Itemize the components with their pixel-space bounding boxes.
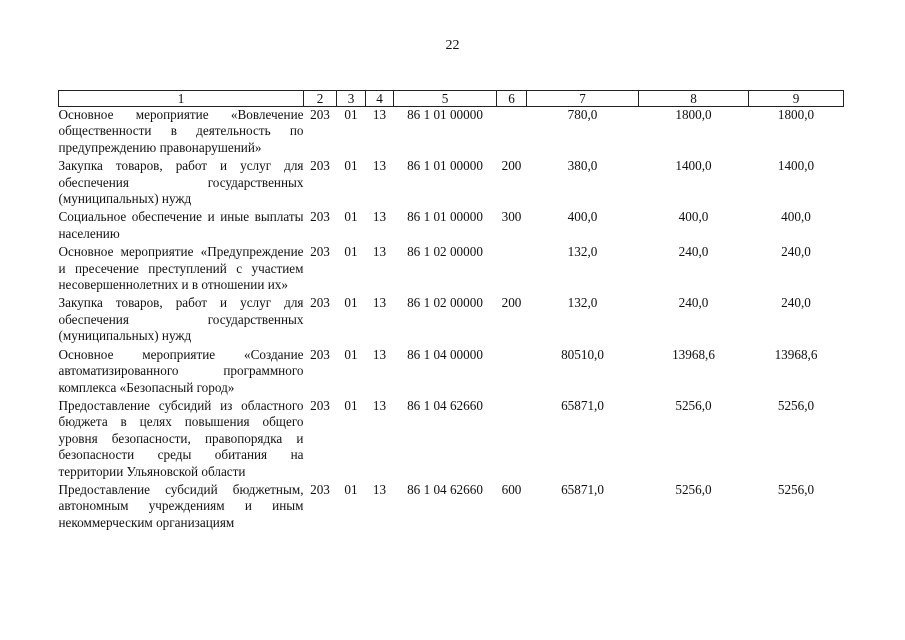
row-col-6 xyxy=(497,398,527,482)
header-cell: 8 xyxy=(639,91,749,107)
row-name: Основное мероприятие «Предупреждение и пресечение преступлений с участием несовершеннолетних и в отношении их» xyxy=(58,244,304,293)
row-col-2: 203 xyxy=(310,295,330,311)
row-col-3: 01 xyxy=(344,295,358,311)
row-col-3: 01 xyxy=(344,209,358,225)
header-cell: 1 xyxy=(59,91,304,107)
row-col-9: 1400,0 xyxy=(777,158,815,174)
header-cell: 2 xyxy=(304,91,337,107)
row-col-8: 240,0 xyxy=(678,295,709,311)
row-name: Предоставление субсидий бюджетным, автономным учреждениям и иным некоммерческим организациям xyxy=(58,481,304,530)
row-col-5: 86 1 04 62660 xyxy=(407,397,483,413)
row-col-2: 203 xyxy=(310,397,330,413)
row-col-9: 13968,6 xyxy=(774,346,818,362)
row-col-6: 300 xyxy=(501,209,522,225)
table-header xyxy=(59,91,844,107)
row-name: Закупка товаров, работ и услуг для обеспечения государственных (муниципальных) нужд xyxy=(58,158,304,207)
table-row xyxy=(59,244,844,295)
row-col-9: 1800,0 xyxy=(777,107,815,122)
row-col-8: 1800,0 xyxy=(675,107,712,122)
row-col-7: 780,0 xyxy=(567,107,598,122)
row-col-2: 203 xyxy=(310,244,330,260)
row-col-8: 400,0 xyxy=(678,209,709,225)
table-row xyxy=(59,398,844,482)
row-col-5: 86 1 02 00000 xyxy=(407,244,483,260)
row-col-2: 203 xyxy=(310,158,330,174)
row-name: Социальное обеспечение и иные выплаты населению xyxy=(58,209,304,241)
row-col-4: 13 xyxy=(372,397,387,413)
row-col-3: 01 xyxy=(344,107,358,122)
header-cell: 9 xyxy=(749,91,844,107)
row-col-8: 5256,0 xyxy=(675,397,712,413)
row-name: Основное мероприятие «Создание автоматизированного программного комплекса «Безопасный город» xyxy=(58,346,304,395)
row-col-4: 13 xyxy=(372,481,387,497)
row-col-3: 01 xyxy=(344,481,358,497)
page-number: 22 xyxy=(445,38,460,53)
row-col-6 xyxy=(497,347,527,398)
row-col-3: 01 xyxy=(344,158,358,174)
header-row xyxy=(59,91,844,107)
table-row xyxy=(59,209,844,244)
row-col-9: 5256,0 xyxy=(777,481,815,497)
table-row xyxy=(59,482,844,533)
row-col-3: 01 xyxy=(344,346,358,362)
row-col-9: 400,0 xyxy=(781,209,811,225)
row-col-4: 13 xyxy=(372,346,387,362)
row-col-2: 203 xyxy=(310,346,330,362)
row-col-4: 13 xyxy=(372,244,387,260)
header-cell: 7 xyxy=(527,91,639,107)
row-col-6: 200 xyxy=(501,295,522,311)
row-col-5: 86 1 04 00000 xyxy=(407,346,483,362)
table-row xyxy=(59,107,844,159)
row-col-5: 86 1 01 00000 xyxy=(407,107,483,122)
budget-table xyxy=(58,90,844,533)
row-col-6: 200 xyxy=(501,158,522,174)
row-col-6 xyxy=(497,107,527,159)
row-col-5: 86 1 01 00000 xyxy=(407,158,483,174)
header-cell: 3 xyxy=(337,91,366,107)
table-row xyxy=(59,295,844,346)
row-col-4: 13 xyxy=(372,158,387,174)
row-col-4: 13 xyxy=(372,107,387,122)
row-col-7: 380,0 xyxy=(567,158,598,174)
row-col-9: 240,0 xyxy=(781,244,811,260)
row-col-2: 203 xyxy=(310,209,330,225)
row-col-4: 13 xyxy=(372,209,387,225)
row-name: Основное мероприятие «Вовлечение общественности в деятельность по предупреждению правонарушений» xyxy=(58,107,304,155)
row-name: Предоставление субсидий из областного бюджета в целях повышения общего уровня безопасности, правопорядка и безопасности среды обитания на территории Ульяновской области xyxy=(58,397,304,479)
row-col-2: 203 xyxy=(310,481,330,497)
row-col-8: 13968,6 xyxy=(672,346,715,362)
header-cell: 5 xyxy=(394,91,497,107)
header-cell: 4 xyxy=(366,91,394,107)
row-col-8: 240,0 xyxy=(678,244,709,260)
header-cell: 6 xyxy=(497,91,527,107)
row-name: Закупка товаров, работ и услуг для обеспечения государственных (муниципальных) нужд xyxy=(58,295,304,344)
row-col-8: 5256,0 xyxy=(675,481,712,497)
row-col-7: 65871,0 xyxy=(561,481,604,497)
row-col-7: 65871,0 xyxy=(561,397,604,413)
row-col-5: 86 1 04 62660 xyxy=(407,481,483,497)
row-col-4: 13 xyxy=(372,295,387,311)
row-col-5: 86 1 02 00000 xyxy=(407,295,483,311)
table-row xyxy=(59,158,844,209)
row-col-7: 132,0 xyxy=(567,295,598,311)
row-col-6: 600 xyxy=(501,481,522,497)
row-col-2: 203 xyxy=(310,107,330,122)
row-col-5: 86 1 01 00000 xyxy=(407,209,483,225)
row-col-9: 5256,0 xyxy=(777,397,815,413)
table-row xyxy=(59,347,844,398)
row-col-7: 132,0 xyxy=(567,244,598,260)
row-col-9: 240,0 xyxy=(781,295,811,311)
row-col-8: 1400,0 xyxy=(675,158,712,174)
row-col-3: 01 xyxy=(344,397,358,413)
row-col-3: 01 xyxy=(344,244,358,260)
row-col-6 xyxy=(497,244,527,295)
row-col-7: 80510,0 xyxy=(561,346,604,362)
row-col-7: 400,0 xyxy=(567,209,598,225)
